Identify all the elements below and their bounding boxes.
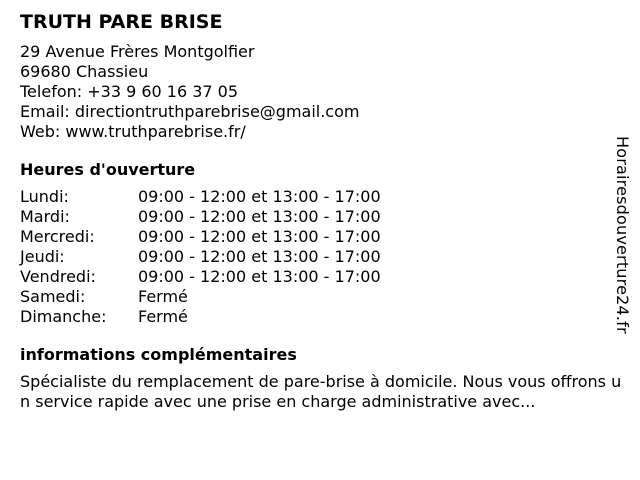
- hours-time: 09:00 - 12:00 et 13:00 - 17:00: [138, 207, 381, 226]
- hours-day: Mercredi:: [20, 227, 95, 246]
- hours-row-friday: [20, 267, 625, 287]
- hours-row-saturday: [20, 287, 625, 307]
- email-line[interactable]: Email: directiontruthparebrise@gmail.com: [20, 102, 360, 121]
- address-line-city: 69680 Chassieu: [20, 62, 149, 81]
- website-line[interactable]: Web: www.truthparebrise.fr/: [20, 122, 246, 141]
- hours-row-thursday: [20, 247, 625, 267]
- hours-day: Jeudi:: [20, 247, 65, 266]
- hours-time: 09:00 - 12:00 et 13:00 - 17:00: [138, 247, 381, 266]
- opening-hours-heading: Heures d'ouverture: [20, 160, 196, 179]
- hours-time: 09:00 - 12:00 et 13:00 - 17:00: [138, 187, 381, 206]
- phone-line[interactable]: Telefon: +33 9 60 16 37 05: [20, 82, 239, 101]
- hours-day: Dimanche:: [20, 307, 107, 326]
- hours-day: Mardi:: [20, 207, 70, 226]
- additional-info-text: Spécialiste du remplacement de pare-brise à domicile. Nous vous offrons un service rapide avec une prise en charge administrative avec...: [20, 372, 622, 411]
- hours-day: Lundi:: [20, 187, 69, 206]
- hours-time: 09:00 - 12:00 et 13:00 - 17:00: [138, 267, 381, 286]
- hours-time: Fermé: [138, 307, 188, 326]
- address-line-street: 29 Avenue Frères Montgolfier: [20, 42, 255, 61]
- hours-time: Fermé: [138, 287, 188, 306]
- vertical-site-credit: Horairesdouverture24.fr: [613, 136, 632, 334]
- hours-row-tuesday: [20, 207, 625, 227]
- hours-row-monday: [20, 187, 625, 207]
- hours-day: Samedi:: [20, 287, 86, 306]
- business-details: [20, 9, 625, 412]
- business-name: TRUTH PARE BRISE: [20, 11, 223, 33]
- hours-day: Vendredi:: [20, 267, 96, 286]
- hours-time: 09:00 - 12:00 et 13:00 - 17:00: [138, 227, 381, 246]
- hours-row-wednesday: [20, 227, 625, 247]
- hours-row-sunday: [20, 307, 625, 327]
- additional-info-heading: informations complémentaires: [20, 345, 297, 364]
